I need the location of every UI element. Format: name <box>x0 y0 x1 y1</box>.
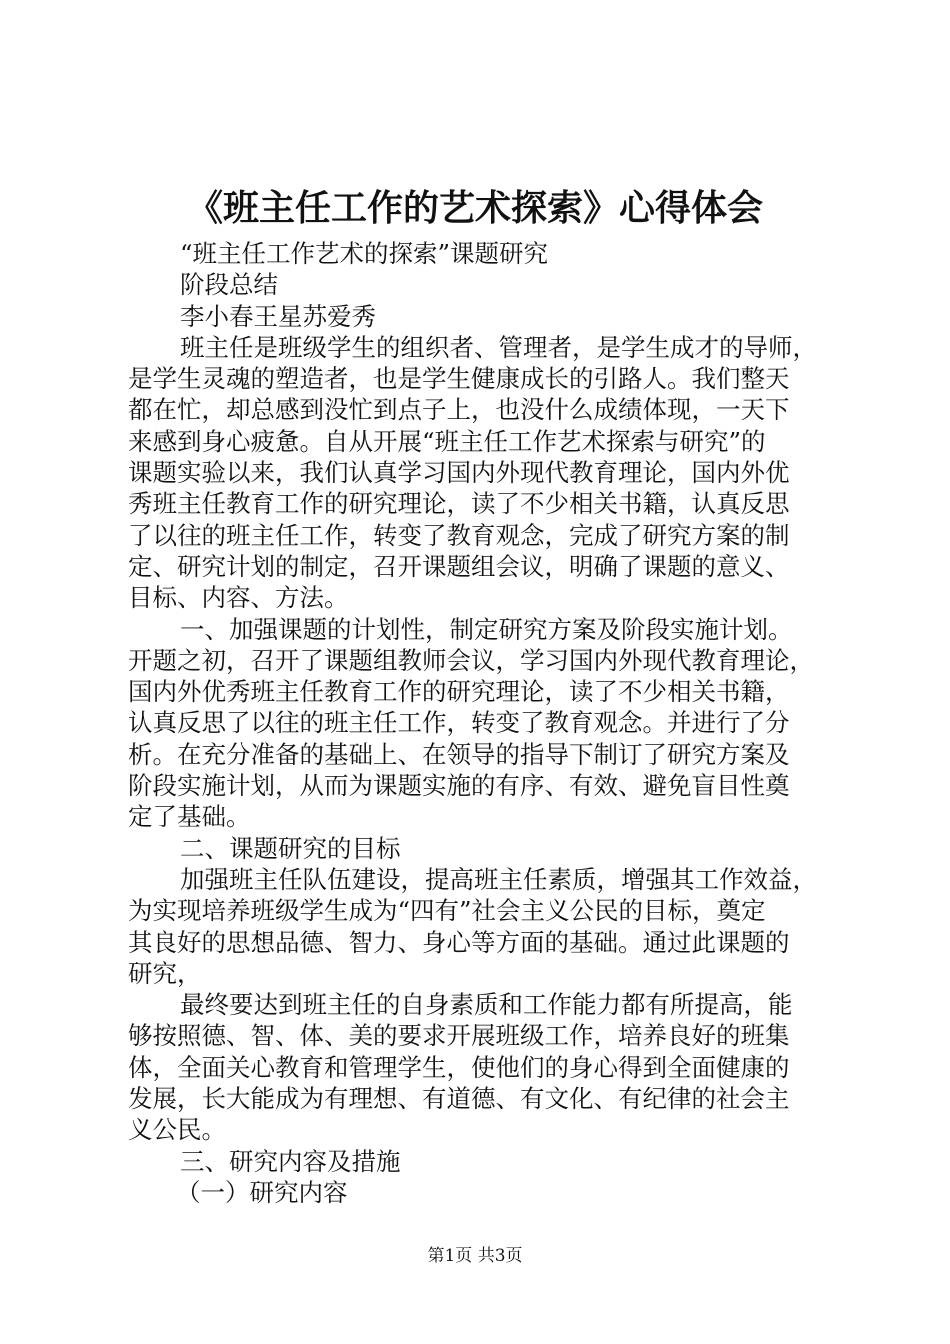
paragraph-line: 班主任是班级学生的组织者、管理者，是学生成才的导师， <box>180 332 817 362</box>
section-heading-line: 一、加强课题的计划性，制定研究方案及阶段实施计划。 <box>180 614 793 644</box>
paragraph-line: 了以往的班主任工作，转变了教育观念，完成了研究方案的制 <box>128 520 790 550</box>
subsection-heading-line: （一）研究内容 <box>176 1177 348 1207</box>
paragraph-line: 加强班主任队伍建设，提高班主任素质，增强其工作效益， <box>180 864 817 894</box>
paragraph-line: 其良好的思想品德、智力、身心等方面的基础。通过此课题的 <box>128 927 790 957</box>
paragraph-line: 秀班主任教育工作的研究理论，读了不少相关书籍，认真反思 <box>128 489 790 519</box>
document-body <box>128 238 828 1208</box>
paragraph-line: 开题之初，召开了课题组教师会议，学习国内外现代教育理论， <box>128 645 814 675</box>
paragraph-line: 是学生灵魂的塑造者，也是学生健康成长的引路人。我们整天 <box>128 364 790 394</box>
paragraph-line: 研究， <box>128 958 202 988</box>
paragraph-line: 体，全面关心教育和管理学生，使他们的身心得到全面健康的 <box>128 1052 790 1082</box>
paragraph-line: 义公民。 <box>128 1115 226 1145</box>
paragraph-line: 国内外优秀班主任教育工作的研究理论，读了不少相关书籍， <box>128 677 790 707</box>
document-title: 《班主任工作的艺术探索》心得体会 <box>186 187 763 229</box>
subtitle-line: “班主任工作艺术的探索”课题研究 <box>180 239 549 268</box>
page-number-footer: 第1页 共3页 <box>427 1246 523 1266</box>
paragraph-line: 认真反思了以往的班主任工作，转变了教育观念。并进行了分 <box>128 708 790 738</box>
paragraph-line: 目标、内容、方法。 <box>128 583 349 613</box>
paragraph-line: 为实现培养班级学生成为“四有”社会主义公民的目标，奠定 <box>128 896 766 926</box>
section-heading-line: 三、研究内容及措施 <box>180 1146 401 1176</box>
paragraph-line: 课题实验以来，我们认真学习国内外现代教育理论，国内外优 <box>128 458 790 488</box>
section-heading-line: 二、课题研究的目标 <box>180 833 401 863</box>
paragraph-line: 来感到身心疲惫。自从开展“班主任工作艺术探索与研究”的 <box>128 426 766 456</box>
paragraph-line: 够按照德、智、体、美的要求开展班级工作，培养良好的班集 <box>128 1021 790 1051</box>
paragraph-line: 最终要达到班主任的自身素质和工作能力都有所提高，能 <box>180 990 793 1020</box>
paragraph-line: 析。在充分准备的基础上、在领导的指导下制订了研究方案及 <box>128 739 790 769</box>
paragraph-line: 定、研究计划的制定，召开课题组会议，明确了课题的意义、 <box>128 551 790 581</box>
paragraph-line: 定了基础。 <box>128 802 251 832</box>
paragraph-line: 阶段实施计划，从而为课题实施的有序、有效、避免盲目性奠 <box>128 771 790 801</box>
paragraph-line: 都在忙，却总感到没忙到点子上，也没什么成绩体现，一天下 <box>128 395 790 425</box>
authors-line: 李小春王星苏爱秀 <box>180 301 376 331</box>
subtitle-line: 阶段总结 <box>180 270 278 300</box>
paragraph-line: 发展，长大能成为有理想、有道德、有文化、有纪律的社会主 <box>128 1084 790 1114</box>
